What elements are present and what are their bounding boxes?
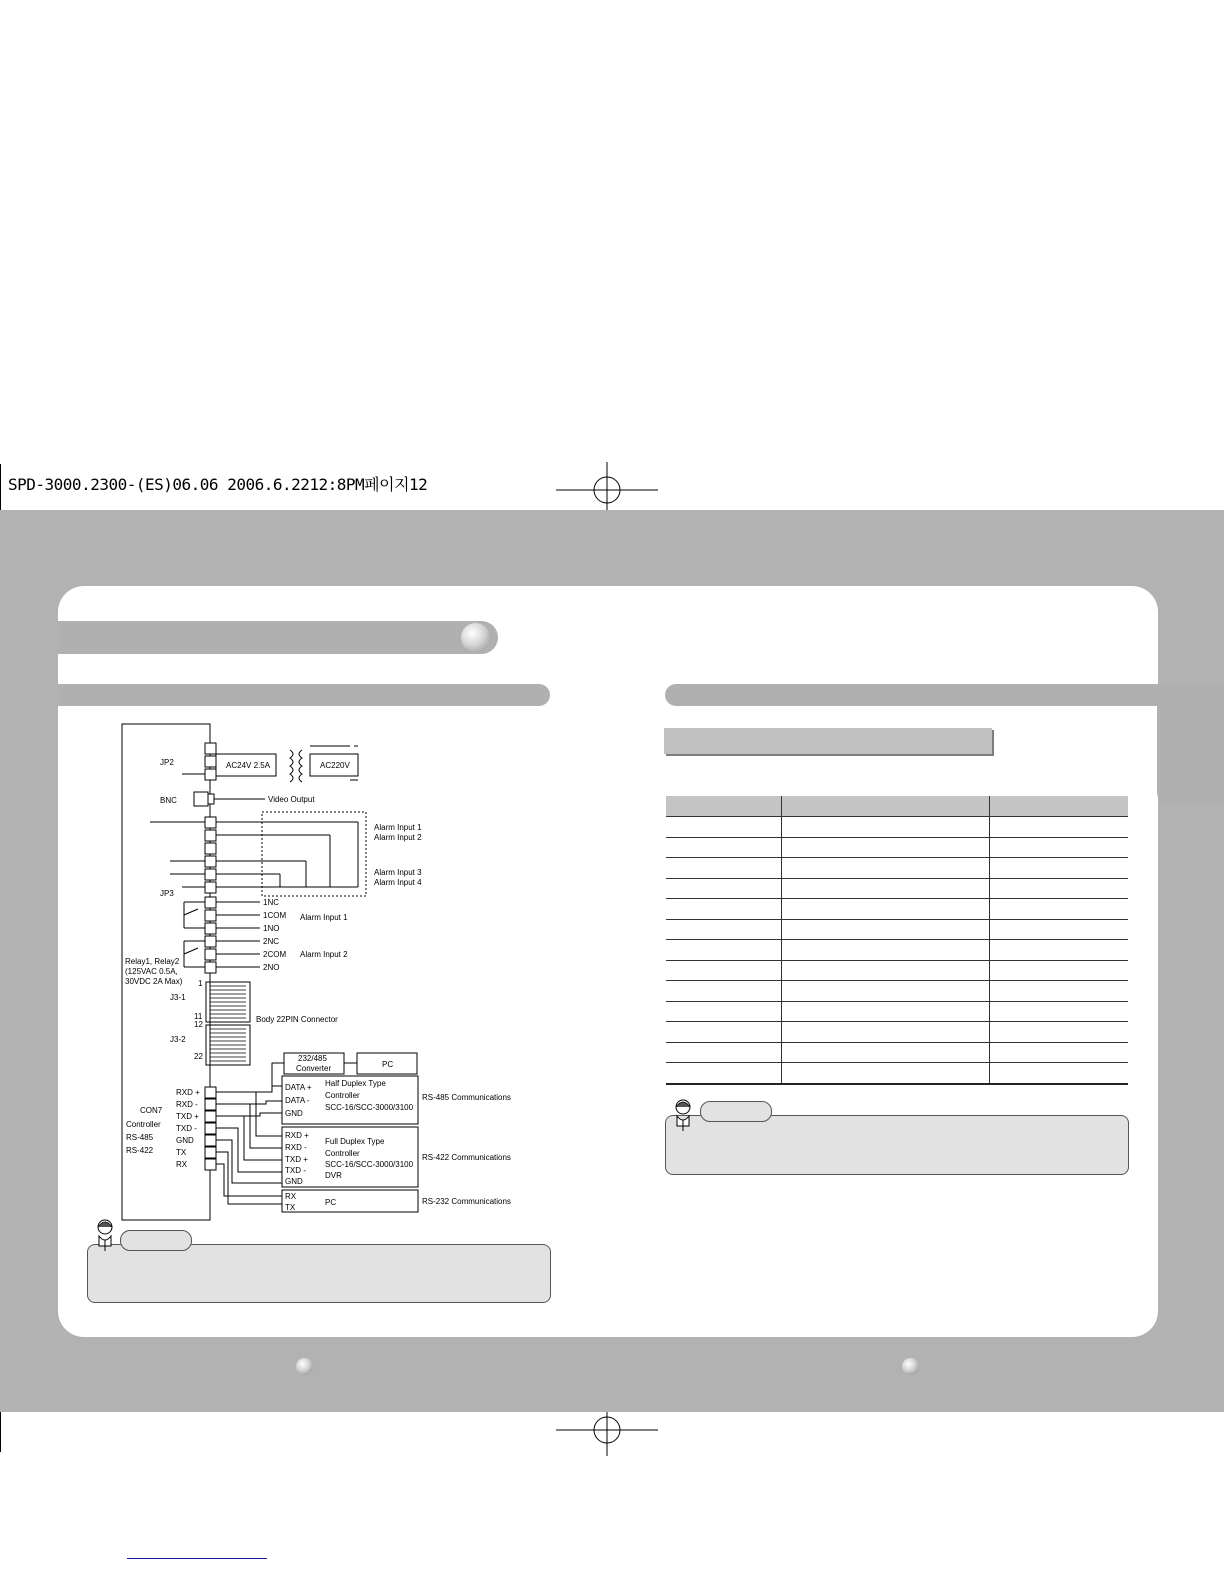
half-desc-3: SCC-16/SCC-3000/3100 xyxy=(325,1103,414,1112)
pin-11-label: 11 xyxy=(194,1012,203,1021)
page-number-ball-left xyxy=(296,1358,313,1375)
full-pin-txd-minus: TXD - xyxy=(285,1166,306,1175)
relay-note-3: 30VDC 2A Max) xyxy=(125,977,183,986)
con7-pin-rxd-minus: RXD - xyxy=(176,1100,198,1109)
table-row xyxy=(666,817,1128,838)
half-desc-1: Half Duplex Type xyxy=(325,1079,386,1088)
relay-1com: 1COM xyxy=(263,911,287,920)
note-tag-left xyxy=(120,1230,192,1251)
title-bar xyxy=(58,621,498,654)
section-bar-left xyxy=(58,684,550,706)
note-box-right xyxy=(665,1115,1129,1175)
half-desc-2: Controller xyxy=(325,1091,360,1100)
table-header-row xyxy=(666,796,1128,817)
j3-2-label: J3-2 xyxy=(170,1035,186,1044)
full-desc-3: SCC-16/SCC-3000/3100 xyxy=(325,1160,414,1169)
video-output-label: Video Output xyxy=(268,795,315,804)
table-row xyxy=(666,919,1128,940)
rs232-pin-rx: RX xyxy=(285,1192,297,1201)
rs422-comm-label: RS-422 Communications xyxy=(422,1153,511,1162)
rs232-comm-label: RS-232 Communications xyxy=(422,1197,511,1206)
con7-controller-label: Controller xyxy=(126,1120,161,1129)
crop-rule-top xyxy=(0,464,1,514)
footer-underline xyxy=(127,1558,267,1559)
converter-label-2: Converter xyxy=(296,1064,332,1073)
table-row xyxy=(666,878,1128,899)
rs232-pc-label: PC xyxy=(325,1198,337,1207)
spec-table xyxy=(666,796,1128,1085)
full-desc-4: DVR xyxy=(325,1171,342,1180)
table-row xyxy=(666,1063,1128,1084)
rs232-pin-tx: TX xyxy=(285,1203,296,1212)
con7-pin-rx: RX xyxy=(176,1160,188,1169)
section-bar-right xyxy=(665,684,1224,706)
con7-pin-gnd: GND xyxy=(176,1136,194,1145)
relay-alarm-1-label: Alarm Input 1 xyxy=(300,913,348,922)
table-row xyxy=(666,858,1128,879)
half-pin-gnd: GND xyxy=(285,1109,303,1118)
table-row xyxy=(666,899,1128,920)
relay-2nc: 2NC xyxy=(263,937,280,946)
print-header: SPD-3000.2300-(ES)06.06 2006.6.2212:8PM페이지12 xyxy=(8,475,428,494)
converter-label-1: 232/485 xyxy=(298,1054,327,1063)
half-pin-data-plus: DATA + xyxy=(285,1083,312,1092)
table-row xyxy=(666,940,1128,961)
bnc-label: BNC xyxy=(160,796,177,805)
side-tab xyxy=(1157,684,1224,804)
full-pin-gnd: GND xyxy=(285,1177,303,1186)
table-row xyxy=(666,1001,1128,1022)
relay-2no: 2NO xyxy=(263,963,280,972)
relay-alarm-2-label: Alarm Input 2 xyxy=(300,950,348,959)
rs485-comm-label: RS-485 Communications xyxy=(422,1093,511,1102)
subheading-box xyxy=(664,728,992,754)
ac220-label: AC220V xyxy=(320,761,350,770)
pin-1-label: 1 xyxy=(198,979,203,988)
con7-rs422-label: RS-422 xyxy=(126,1146,154,1155)
full-desc-2: Controller xyxy=(325,1149,360,1158)
pc-label: PC xyxy=(382,1060,394,1069)
half-pin-data-minus: DATA - xyxy=(285,1096,310,1105)
con7-pin-rxd-plus: RXD + xyxy=(176,1088,200,1097)
j3-1-label: J3-1 xyxy=(170,993,186,1002)
registration-mark-top xyxy=(556,462,658,514)
full-desc-1: Full Duplex Type xyxy=(325,1137,385,1146)
alarm-input-2-label: Alarm Input 2 xyxy=(374,833,422,842)
body-connector-label: Body 22PIN Connector xyxy=(256,1015,338,1024)
pin-12-label: 12 xyxy=(194,1020,203,1029)
jp3-label: JP3 xyxy=(160,889,174,898)
jp2-label: JP2 xyxy=(160,758,174,767)
pin-22-label: 22 xyxy=(194,1052,203,1061)
title-ball-icon xyxy=(461,623,490,652)
con7-pin-txd-plus: TXD + xyxy=(176,1112,199,1121)
crop-rule-bottom xyxy=(0,1412,1,1452)
note-person-icon xyxy=(94,1218,118,1254)
relay-1no: 1NO xyxy=(263,924,280,933)
table-row xyxy=(666,1022,1128,1043)
table-row xyxy=(666,1042,1128,1063)
con7-label: CON7 xyxy=(140,1106,163,1115)
alarm-input-4-label: Alarm Input 4 xyxy=(374,878,422,887)
table-row xyxy=(666,837,1128,858)
full-pin-rxd-plus: RXD + xyxy=(285,1131,309,1140)
table-row xyxy=(666,960,1128,981)
full-pin-txd-plus: TXD + xyxy=(285,1155,308,1164)
relay-note-1: Relay1, Relay2 xyxy=(125,957,180,966)
table-row xyxy=(666,981,1128,1002)
note-box-left xyxy=(87,1244,551,1303)
alarm-input-3-label: Alarm Input 3 xyxy=(374,868,422,877)
full-pin-rxd-minus: RXD - xyxy=(285,1143,307,1152)
relay-2com: 2COM xyxy=(263,950,287,959)
con7-rs485-label: RS-485 xyxy=(126,1133,154,1142)
registration-mark-bottom xyxy=(556,1410,658,1456)
note-tag-right xyxy=(700,1101,772,1122)
wiring-diagram xyxy=(110,716,540,1222)
page-number-ball-right xyxy=(902,1358,919,1375)
relay-note-2: (125VAC 0.5A, xyxy=(125,967,178,976)
alarm-input-1-label: Alarm Input 1 xyxy=(374,823,422,832)
con7-pin-tx: TX xyxy=(176,1148,187,1157)
ac24-label: AC24V 2.5A xyxy=(226,761,271,770)
note-person-icon xyxy=(672,1098,696,1134)
relay-1nc: 1NC xyxy=(263,898,280,907)
con7-pin-txd-minus: TXD - xyxy=(176,1124,197,1133)
